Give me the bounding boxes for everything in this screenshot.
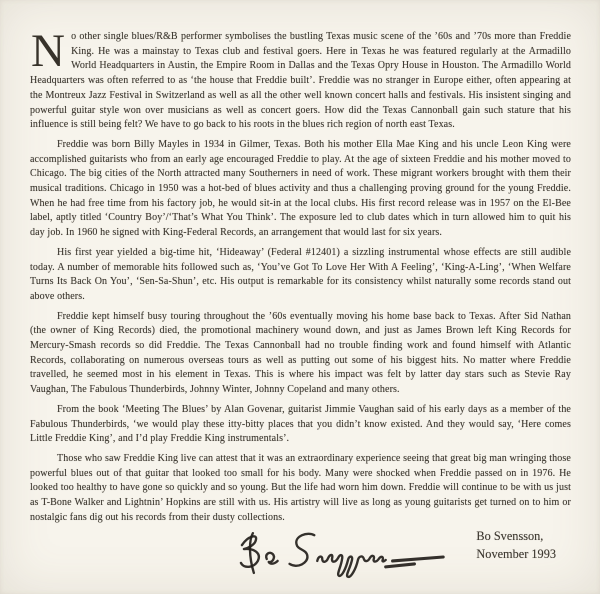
body-paragraph-6: Those who saw Freddie King live can attest that it was an extraordinary experience seeing that great big man wringing those powerful blues out of that guitar that looked too small for his body. Many were shocked when Freddie passed on in 1976. He looked too healthy to have gone so quickly and so young. But the life had worn him down. Freddie will continue to be with us just as T-Bone Walker and Lightnin’ Hopkins are still with us. His artistry will live as long as young guitarists get turned on to him or nostalgic fans dig out his records from their dusty collections. <box>30 452 571 523</box>
body-paragraph-2: Freddie was born Billy Mayles in 1934 in Gilmer, Texas. Both his mother Ella Mae King and his uncle Leon King were accomplished guitarists who from an early age encouraged Freddie to play. At the age of sixteen Freddie and his mother moved to Chicago. The big cities of the North attracted many Southerners in need of work. These migrant workers brought with them their musical traditions. Chicago in 1950 was a hot-bed of blues activity and thus a challenging proving ground for the young Freddie. When he had free time from his factory job, he would sit-in at the local clubs. His first record release was in 1957 on the El-Bee label, aptly titled ‘Country Boy’/‘That’s What You Think’. The exposure led to club dates which in turn allowed him to quit his day job. In 1960 he signed with King-Federal Records, an arrangement that would last for six years. <box>30 138 571 239</box>
body-paragraph-1-text: o other single blues/R&B performer symbolises the bustling Texas music scene of the ’60s and ’70s more than Freddie King. He was a mainstay to Texas club and festival goers. Here in Texas he was featured regularly at the Armadillo World Headquarters in Austin, the Empire Room in Dallas and the Texas Opry House in Houston. The Armadillo World Headquarters was often referred to as ‘the house that Freddie built’. Freddie was no stranger in Europe either, often appearing at the Montreux Jazz Festival in Switzerland as well as all the other well known concert halls and festivals. His insistent singing and powerful guitar style won over musicians as well as concert goers. How did the Texas Cannonball gain such stature that his influence is still being felt? We have to go back to his roots in the blues rich region of north east Texas. <box>30 31 571 131</box>
signature-credit-date: November 1993 <box>476 546 556 561</box>
article-text <box>30 25 571 531</box>
signature-credit-name: Bo Svensson, <box>476 529 544 543</box>
signature-block <box>236 527 556 580</box>
body-paragraph-4: Freddie kept himself busy touring throughout the ’60s eventually moving his home base back to Texas. After Sid Nathan (the owner of King Records) died, the promotional machinery wound down, and just as James Brown left King Records for Mercury-Smash records so did Freddie. The Texas Cannonball had no trouble finding work and found himself with Atlantic Records, collaborating on numerous overseas tours as well as putting out some of his biggest hits. No matter where Freddie travelled, he seemed most in his element in Texas. This is where his impact was felt by latter day stars such as Stevie Ray Vaughan, The Fabulous Thunderbirds, Johnny Winter, Johnny Copeland and many others. <box>30 310 571 396</box>
signature-handwriting <box>236 530 464 580</box>
body-paragraph-5: From the book ‘Meeting The Blues’ by Alan Govenar, guitarist Jimmie Vaughan said of his early days as a member of the Fabulous Thunderbirds, ‘we would play these itty-bitty places that you didn’t know existed. And they would say, ‘Here comes Little Freddie King’, and I’d play Freddie King instrumentals’. <box>30 403 571 445</box>
signature-credit <box>476 527 556 563</box>
body-paragraph-3: His first year yielded a big-time hit, ‘Hideaway’ (Federal #12401) a sizzling instrumental whose effects are still audible today. A number of memorable hits followed such as, ‘You’ve Got To Love Her With A Feeling’, ‘King-A-Ling’, ‘When Welfare Turns Its Back On You’, ‘Sen-Sa-Shun’, etc. His output is remarkable for its consistency whilst naturally some records stand out above others. <box>30 246 571 302</box>
body-paragraph-1 <box>30 25 571 133</box>
drop-cap: N <box>31 25 66 77</box>
